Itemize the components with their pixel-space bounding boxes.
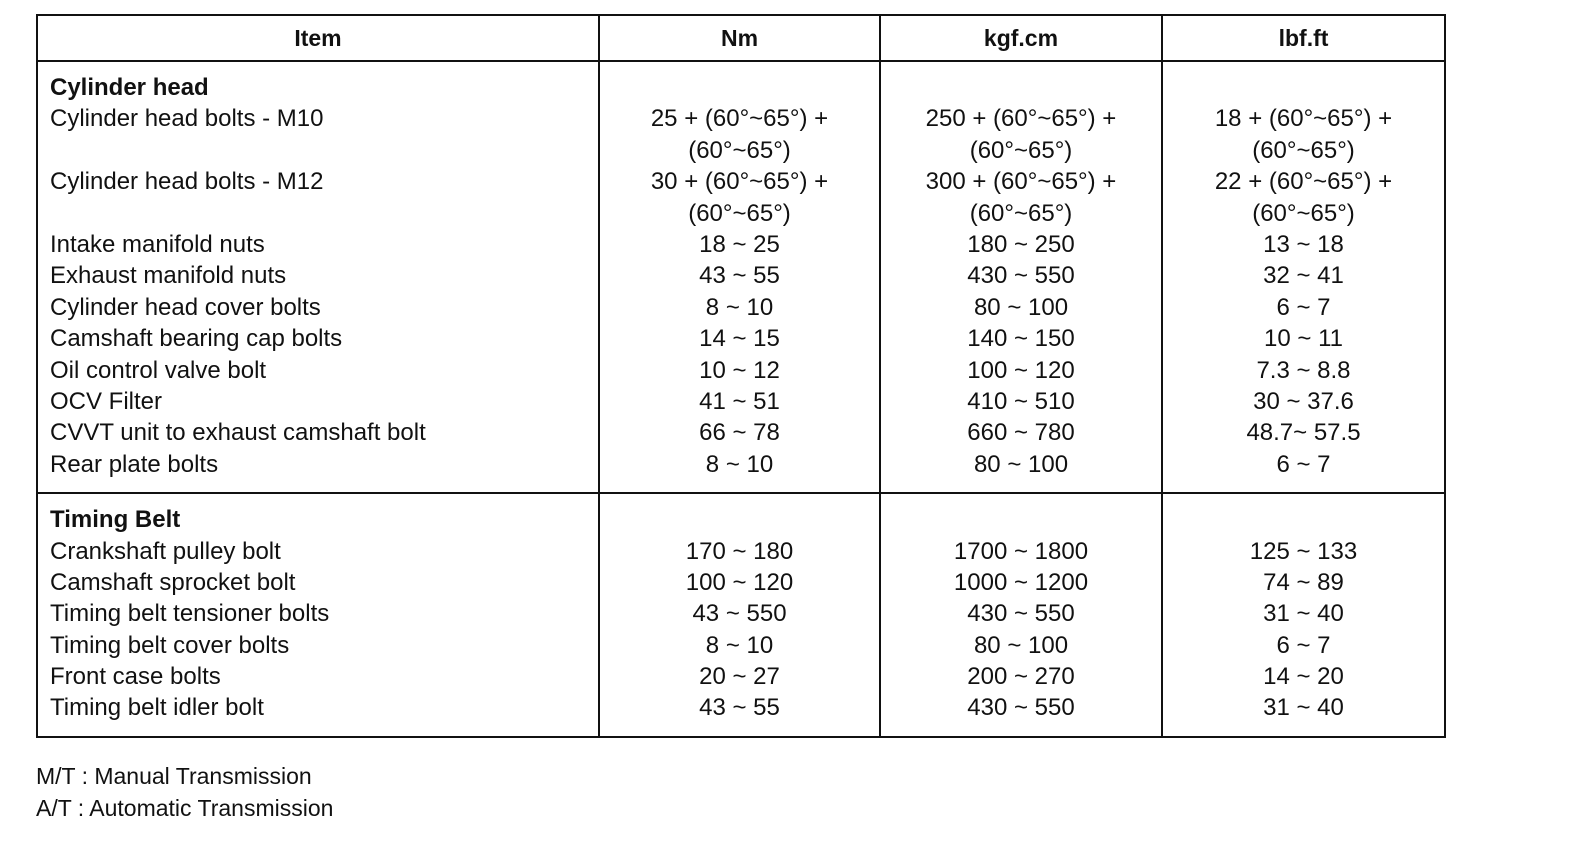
- table-row-nm: [600, 292, 879, 323]
- kgf-cm-value: 1000 ~ 1200: [953, 568, 1089, 596]
- item-name: Timing belt cover bolts: [50, 631, 290, 659]
- nm-value: 8 ~ 10: [705, 293, 774, 321]
- table-row-kgf-cm: [881, 661, 1161, 692]
- table-row-nm: [600, 536, 879, 567]
- table-row-lbf-ft: [1163, 692, 1444, 723]
- table-row-item: [38, 567, 598, 598]
- table-row-kgf-cm: [881, 292, 1161, 323]
- lbf-ft-value: 6 ~ 7: [1276, 631, 1331, 659]
- table-row-lbf-ft: [1163, 386, 1444, 417]
- lbf-ft-value: 14 ~ 20: [1263, 663, 1344, 691]
- nm-value: 100 ~ 120: [685, 568, 794, 596]
- kgf-cm-value: 200 ~ 270: [967, 663, 1075, 691]
- table-row-lbf-ft: [1163, 323, 1444, 354]
- section-0-nm-cell: [599, 61, 880, 493]
- kgf-cm-value: 100 ~ 120: [967, 356, 1075, 384]
- nm-value: 25 + (60°~65°) +: [650, 105, 829, 133]
- table-row-lbf-ft: [1163, 229, 1444, 260]
- section-1-lbf-ft-cell: [1162, 493, 1445, 737]
- item-name: Timing belt tensioner bolts: [50, 600, 330, 628]
- lbf-ft-value: 30 ~ 37.6: [1253, 387, 1354, 415]
- table-row-item: [38, 449, 598, 480]
- footnote-automatic-transmission: A/T : Automatic Transmission: [36, 795, 334, 821]
- table-row-kgf-cm: [881, 103, 1161, 166]
- header-kgf-cm: kgf.cm: [880, 15, 1162, 61]
- item-name: Camshaft sprocket bolt: [50, 568, 296, 596]
- item-name: OCV Filter: [50, 387, 163, 415]
- section-title: Timing Belt: [50, 506, 181, 534]
- table-row-nm: [600, 692, 879, 723]
- table-row-kgf-cm: [881, 536, 1161, 567]
- section-title-spacer: [600, 72, 879, 103]
- table-row-item: [38, 103, 598, 166]
- nm-value: 8 ~ 10: [705, 450, 774, 478]
- table-row-item: [38, 598, 598, 629]
- table-row-item: [38, 355, 598, 386]
- lbf-ft-value: 74 ~ 89: [1263, 568, 1344, 596]
- table-row-item: [38, 260, 598, 291]
- lbf-ft-value: 18 + (60°~65°) +: [1214, 105, 1393, 133]
- table-row-nm: [600, 449, 879, 480]
- lbf-ft-value: 22 + (60°~65°) +: [1214, 168, 1393, 196]
- table-row-kgf-cm: [881, 598, 1161, 629]
- item-name: Crankshaft pulley bolt: [50, 537, 281, 565]
- kgf-cm-value: (60°~65°): [969, 199, 1073, 227]
- table-row-lbf-ft: [1163, 260, 1444, 291]
- lbf-ft-value: 31 ~ 40: [1263, 600, 1344, 628]
- kgf-cm-value: 80 ~ 100: [973, 293, 1069, 321]
- table-row-item: [38, 630, 598, 661]
- section-1-item-cell: [37, 493, 599, 737]
- table-row-nm: [600, 630, 879, 661]
- table-row-kgf-cm: [881, 260, 1161, 291]
- lbf-ft-value: 31 ~ 40: [1263, 694, 1344, 722]
- nm-value: 41 ~ 51: [699, 387, 780, 415]
- table-row-kgf-cm: [881, 630, 1161, 661]
- table-row-nm: [600, 166, 879, 229]
- section-title-spacer: [881, 72, 1161, 103]
- nm-value: 43 ~ 550: [692, 600, 787, 628]
- section-title: Cylinder head: [50, 74, 209, 101]
- table-row-lbf-ft: [1163, 630, 1444, 661]
- section-title-spacer: [600, 504, 879, 535]
- kgf-cm-value: (60°~65°): [969, 136, 1073, 164]
- lbf-ft-value: (60°~65°): [1252, 199, 1355, 227]
- item-name: Cylinder head bolts - M12: [50, 168, 324, 196]
- table-row-nm: [600, 323, 879, 354]
- nm-value: (60°~65°): [688, 136, 791, 164]
- table-row-item: [38, 417, 598, 448]
- torque-spec-table: [36, 14, 1446, 738]
- table-row-nm: [600, 260, 879, 291]
- nm-value: 20 ~ 27: [699, 663, 780, 691]
- nm-value: 18 ~ 25: [699, 230, 780, 258]
- table-row-lbf-ft: [1163, 449, 1444, 480]
- nm-value: 43 ~ 55: [699, 694, 780, 722]
- kgf-cm-value: 410 ~ 510: [967, 387, 1075, 415]
- table-row-lbf-ft: [1163, 598, 1444, 629]
- kgf-cm-value: 430 ~ 550: [967, 262, 1075, 290]
- item-name: Intake manifold nuts: [50, 230, 265, 258]
- nm-value: (60°~65°): [688, 199, 791, 227]
- kgf-cm-value: 140 ~ 150: [967, 325, 1075, 353]
- item-name: Oil control valve bolt: [50, 356, 267, 384]
- table-row-item: [38, 166, 598, 229]
- kgf-cm-value: 660 ~ 780: [967, 419, 1075, 447]
- section-1-nm-cell: [599, 493, 880, 737]
- table-row-nm: [600, 598, 879, 629]
- table-row-lbf-ft: [1163, 661, 1444, 692]
- kgf-cm-value: 180 ~ 250: [967, 230, 1075, 258]
- table-row-lbf-ft: [1163, 417, 1444, 448]
- lbf-ft-value: 13 ~ 18: [1263, 230, 1344, 258]
- header-nm: Nm: [599, 15, 880, 61]
- table-row-kgf-cm: [881, 567, 1161, 598]
- table-row-lbf-ft: [1163, 103, 1444, 166]
- section-0-lbf-ft-cell: [1162, 61, 1445, 493]
- section-0: [37, 61, 1445, 493]
- nm-value: 170 ~ 180: [685, 537, 794, 565]
- kgf-cm-value: 430 ~ 550: [967, 694, 1075, 722]
- header-row: [37, 15, 1445, 61]
- table-row-lbf-ft: [1163, 536, 1444, 567]
- table-row-item: [38, 229, 598, 260]
- table-row-lbf-ft: [1163, 166, 1444, 229]
- table-row-lbf-ft: [1163, 567, 1444, 598]
- nm-value: 10 ~ 12: [699, 356, 780, 384]
- table-row-nm: [600, 355, 879, 386]
- item-name: Timing belt idler bolt: [50, 694, 264, 722]
- table-row-kgf-cm: [881, 166, 1161, 229]
- table-row-nm: [600, 567, 879, 598]
- table-row-nm: [600, 417, 879, 448]
- nm-value: 14 ~ 15: [699, 325, 780, 353]
- item-name: Rear plate bolts: [50, 450, 219, 478]
- nm-value: 8 ~ 10: [705, 631, 774, 659]
- table-row-item: [38, 692, 598, 723]
- lbf-ft-value: 10 ~ 11: [1264, 325, 1343, 353]
- section-title-spacer: [1163, 72, 1444, 103]
- table-row-kgf-cm: [881, 323, 1161, 354]
- item-name: Front case bolts: [50, 663, 221, 691]
- table-row-nm: [600, 103, 879, 166]
- kgf-cm-value: 300 + (60°~65°) +: [925, 168, 1117, 196]
- lbf-ft-value: (60°~65°): [1252, 136, 1355, 164]
- table-row-kgf-cm: [881, 417, 1161, 448]
- kgf-cm-value: 430 ~ 550: [967, 600, 1075, 628]
- section-title-spacer: [1163, 504, 1444, 535]
- table-row-item: [38, 386, 598, 417]
- table-row-lbf-ft: [1163, 355, 1444, 386]
- nm-value: 30 + (60°~65°) +: [650, 168, 829, 196]
- table-row-nm: [600, 661, 879, 692]
- section-title-spacer: [881, 504, 1161, 535]
- table-row-nm: [600, 386, 879, 417]
- kgf-cm-value: 80 ~ 100: [973, 631, 1069, 659]
- section-1: [37, 493, 1445, 737]
- item-name: CVVT unit to exhaust camshaft bolt: [50, 419, 426, 447]
- footnote-manual-transmission: M/T : Manual Transmission: [36, 763, 312, 789]
- kgf-cm-value: 250 + (60°~65°) +: [925, 105, 1117, 133]
- table-row-kgf-cm: [881, 355, 1161, 386]
- lbf-ft-value: 7.3 ~ 8.8: [1256, 356, 1351, 384]
- section-0-item-cell: [37, 61, 599, 493]
- table-row-item: [38, 661, 598, 692]
- item-name: Cylinder head cover bolts: [50, 293, 321, 321]
- table-row-kgf-cm: [881, 692, 1161, 723]
- lbf-ft-value: 48.7~ 57.5: [1246, 419, 1361, 447]
- table-row-kgf-cm: [881, 229, 1161, 260]
- kgf-cm-value: 1700 ~ 1800: [953, 537, 1089, 565]
- footnotes: [36, 760, 333, 824]
- item-name: Cylinder head bolts - M10: [50, 105, 324, 133]
- table-row-kgf-cm: [881, 386, 1161, 417]
- table-row-nm: [600, 229, 879, 260]
- table-row-item: [38, 323, 598, 354]
- table-row-kgf-cm: [881, 449, 1161, 480]
- header-item: Item: [37, 15, 599, 61]
- lbf-ft-value: 32 ~ 41: [1263, 262, 1344, 290]
- lbf-ft-value: 6 ~ 7: [1276, 450, 1331, 478]
- section-1-kgf-cm-cell: [880, 493, 1162, 737]
- lbf-ft-value: 125 ~ 133: [1249, 537, 1358, 565]
- table-row-lbf-ft: [1163, 292, 1444, 323]
- kgf-cm-value: 80 ~ 100: [973, 450, 1069, 478]
- nm-value: 43 ~ 55: [699, 262, 780, 290]
- section-0-kgf-cm-cell: [880, 61, 1162, 493]
- item-name: Exhaust manifold nuts: [50, 262, 287, 290]
- header-lbf-ft: lbf.ft: [1162, 15, 1445, 61]
- table-row-item: [38, 292, 598, 323]
- lbf-ft-value: 6 ~ 7: [1276, 293, 1331, 321]
- item-name: Camshaft bearing cap bolts: [50, 325, 343, 353]
- table-row-item: [38, 536, 598, 567]
- nm-value: 66 ~ 78: [699, 419, 780, 447]
